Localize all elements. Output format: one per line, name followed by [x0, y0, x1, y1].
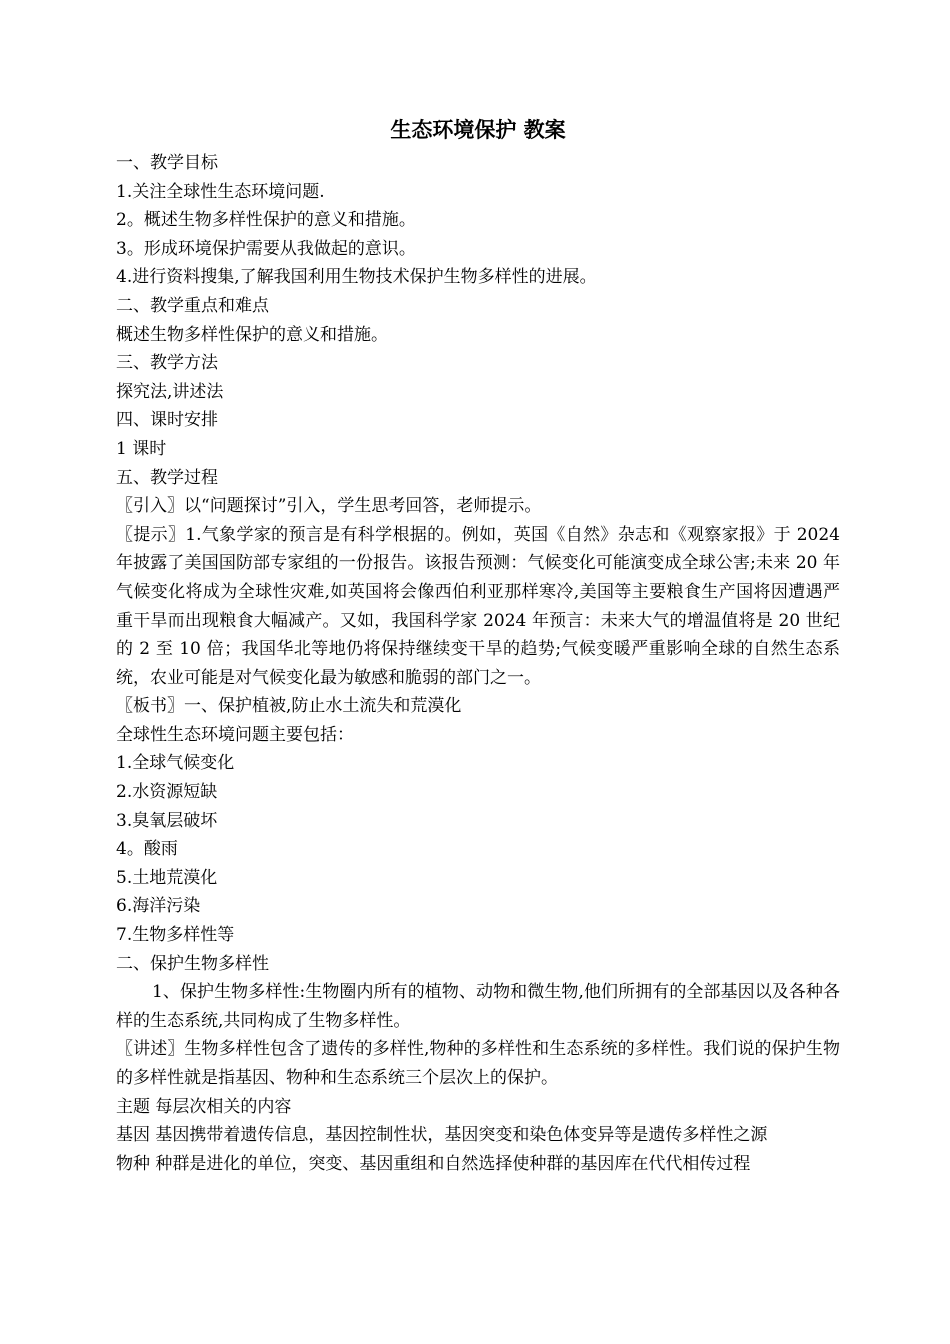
intro-text: 〖引入〗以“问题探讨”引入，学生思考回答，老师提示。: [116, 496, 542, 517]
objective-item: 3。形成环境保护需要从我做起的意识。: [116, 238, 416, 259]
section-heading-biodiversity: 二、保护生物多样性: [116, 953, 269, 974]
section-heading-objectives: 一、教学目标: [116, 153, 218, 173]
section-heading-methods: 三、教学方法: [116, 353, 218, 374]
document-page: [116, 112, 840, 1178]
table-row-gene: 基因 基因携带着遗传信息，基因控制性状，基因突变和染色体变异等是遗传多样性之源: [116, 1125, 768, 1146]
table-row-species: 物种 种群是进化的单位，突变、基因重组和自然选择使种群的基因库在代代相传过程: [116, 1153, 751, 1174]
issue-item: 7.生物多样性等: [116, 925, 235, 946]
objective-item: 4.进行资料搜集,了解我国利用生物技术保护生物多样性的进展。: [116, 267, 597, 288]
board-heading: 〖板书〗一、保护植被,防止水土流失和荒漠化: [116, 696, 462, 717]
issue-item: 4。酸雨: [116, 839, 178, 860]
lecture-paragraph: 〖讲述〗生物多样性包含了遗传的多样性,物种的多样性和生态系统的多样性。我们说的保护生物的多样性就是指基因、物种和生态系统三个层次上的保护。: [116, 1039, 840, 1088]
methods-text: 探究法,讲述法: [116, 381, 224, 402]
objective-item: 1.关注全球性生态环境问题.: [116, 181, 325, 202]
protect-paragraph: 1、保护生物多样性:生物圈内所有的植物、动物和微生物,他们所拥有的全部基因以及各种各样的生态系统,共同构成了生物多样性。: [116, 982, 840, 1031]
issue-item: 5.土地荒漠化: [116, 867, 218, 888]
section-heading-process: 五、教学过程: [116, 467, 218, 488]
issue-item: 2.水资源短缺: [116, 782, 218, 803]
schedule-text: 1 课时: [116, 438, 167, 459]
issue-item: 1.全球气候变化: [116, 753, 235, 774]
section-heading-key-points: 二、教学重点和难点: [116, 295, 269, 316]
issue-item: 6.海洋污染: [116, 896, 201, 917]
objective-item: 2。概述生物多样性保护的意义和措施。: [116, 210, 416, 231]
key-points-text: 概述生物多样性保护的意义和措施。: [116, 324, 388, 345]
document-title: 生态环境保护 教案: [390, 117, 566, 142]
section-heading-schedule: 四、课时安排: [116, 410, 218, 431]
hint-paragraph: 〖提示〗1.气象学家的预言是有科学根据的。例如，英国《自然》杂志和《观察家报》于 2024 年披露了美国国防部专家组的一份报告。该报告预测：气候变化可能演变成全球公害;未来 20 年气候变化将成为全球性灾难,如英国将会像西伯利亚那样寒冷,美国等主要粮食生产国将因遭遇严重干旱而出现粮食大幅减产。又如，我国科学家 2024 年预言：未来大气的增温值将是 20 世纪的 2 至 10 倍；我国华北等地仍将保持继续变干旱的趋势;气候变暖严重影响全球的自然生态系统，农业可能是对气候变化最为敏感和脆弱的部门之一。: [116, 524, 840, 688]
issue-item: 3.臭氧层破坏: [116, 810, 218, 831]
table-header: 主题 每层次相关的内容: [116, 1096, 292, 1117]
issues-intro: 全球性生态环境问题主要包括：: [116, 724, 354, 745]
